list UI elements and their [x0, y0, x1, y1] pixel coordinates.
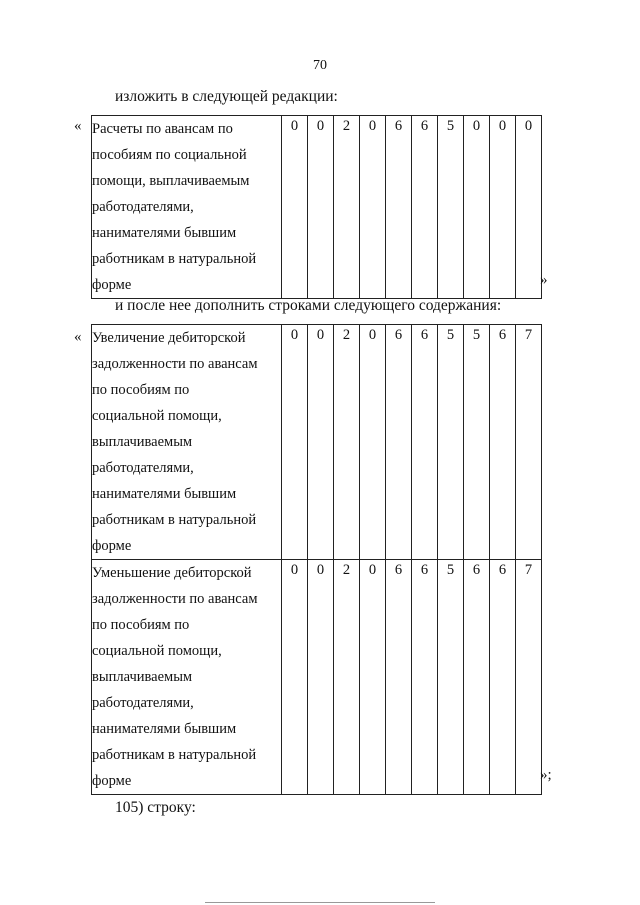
replacement-table-body [92, 116, 542, 299]
code-digit-cell: 6 [490, 560, 516, 795]
description-line: работодателями, [92, 199, 194, 215]
description-line: нанимателями бывшим [92, 486, 237, 502]
description-line: социальной помощи, [92, 643, 222, 659]
intro-paragraph: изложить в следующей редакции: [115, 88, 338, 105]
description-line: нанимателями бывшим [92, 721, 237, 737]
table-row [92, 116, 542, 299]
row-description [92, 116, 282, 299]
description-line: Уменьшение дебиторской [92, 565, 252, 581]
description-line: форме [92, 538, 132, 554]
code-digit-cell: 6 [386, 116, 412, 299]
description-line: работникам в натуральной [92, 512, 257, 528]
code-digit-cell: 0 [308, 560, 334, 795]
code-digit-cell: 5 [438, 116, 464, 299]
description-line: Увеличение дебиторской [92, 330, 246, 346]
code-digit-cell: 0 [360, 560, 386, 795]
scan-edge-line [205, 902, 435, 903]
table-row [92, 560, 542, 795]
description-line: выплачиваемым [92, 669, 193, 685]
description-line: работодателями, [92, 460, 194, 476]
code-digit-cell: 0 [360, 325, 386, 560]
code-digit-cell: 2 [334, 325, 360, 560]
closing-quote-1: » [540, 272, 548, 288]
description-line: задолженности по авансам [92, 591, 258, 607]
description-line: Расчеты по авансам по [92, 121, 233, 137]
code-digit-cell: 0 [490, 116, 516, 299]
description-line: форме [92, 277, 132, 293]
code-digit-cell: 6 [490, 325, 516, 560]
code-digit-cell: 6 [412, 560, 438, 795]
code-digit-cell: 2 [334, 116, 360, 299]
description-line: помощи, выплачиваемым [92, 173, 250, 189]
code-digit-cell: 0 [282, 325, 308, 560]
code-digit-cell: 7 [516, 325, 542, 560]
description-line: выплачиваемым [92, 434, 193, 450]
code-digit-cell: 5 [438, 325, 464, 560]
description-line: работникам в натуральной [92, 251, 257, 267]
addition-table-body [92, 325, 542, 795]
code-digit-cell: 6 [386, 325, 412, 560]
code-digit-cell: 5 [464, 325, 490, 560]
code-digit-cell: 6 [386, 560, 412, 795]
code-digit-cell: 0 [464, 116, 490, 299]
description-line: пособиям по социальной [92, 147, 247, 163]
opening-quote-1: « [74, 118, 82, 134]
description-line: нанимателями бывшим [92, 225, 237, 241]
code-digit-cell: 6 [412, 116, 438, 299]
addition-paragraph: и после нее дополнить строками следующего содержания: [115, 297, 502, 314]
row-description [92, 560, 282, 795]
addition-table [91, 324, 542, 795]
table-row [92, 325, 542, 560]
description-line: работникам в натуральной [92, 747, 257, 763]
item-105-paragraph: 105) строку: [115, 799, 196, 816]
code-digit-cell: 0 [282, 116, 308, 299]
code-digit-cell: 5 [438, 560, 464, 795]
code-digit-cell: 0 [516, 116, 542, 299]
description-line: по пособиям по [92, 617, 190, 633]
replacement-table [91, 115, 542, 299]
code-digit-cell: 2 [334, 560, 360, 795]
code-digit-cell: 0 [360, 116, 386, 299]
description-line: по пособиям по [92, 382, 190, 398]
code-digit-cell: 6 [412, 325, 438, 560]
code-digit-cell: 0 [308, 116, 334, 299]
code-digit-cell: 6 [464, 560, 490, 795]
closing-quote-2: »; [540, 767, 552, 783]
opening-quote-2: « [74, 329, 82, 345]
code-digit-cell: 0 [308, 325, 334, 560]
description-line: работодателями, [92, 695, 194, 711]
description-line: задолженности по авансам [92, 356, 258, 372]
description-line: форме [92, 773, 132, 789]
description-line: социальной помощи, [92, 408, 222, 424]
row-description [92, 325, 282, 560]
code-digit-cell: 0 [282, 560, 308, 795]
code-digit-cell: 7 [516, 560, 542, 795]
page-number: 70 [313, 58, 327, 73]
